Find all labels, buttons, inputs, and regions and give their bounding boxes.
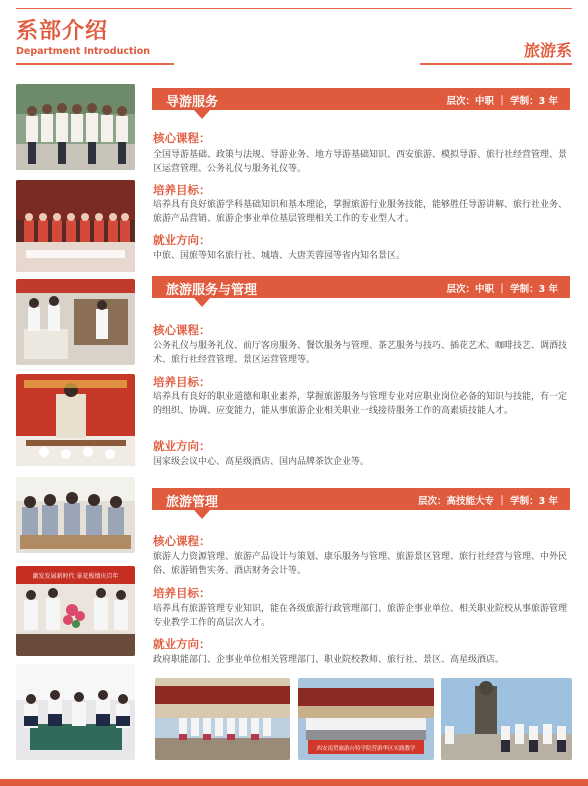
photo-palace-students xyxy=(155,678,290,760)
top-rule xyxy=(16,8,572,9)
program-meta: 层次：中职 ｜ 学制：3 年 xyxy=(446,284,558,295)
core-courses-text: 公务礼仪与服务礼仪、前厅客房服务、餐饮服务与管理、茶艺服务与技巧、插花艺术、咖啡技艺、调酒技术、旅行社经营管理、景区运营管理等。 xyxy=(153,341,568,365)
career-direction-label: 就业方向： xyxy=(153,637,211,651)
core-courses-label: 核心课程： xyxy=(153,131,211,145)
training-goal-text: 培养具有旅游管理专业知识，能在各级旅游行政管理部门、旅游企事业单位、相关职业院校从事旅游管理专业教学工作的高层次人才。 xyxy=(153,604,568,628)
photo-students-table xyxy=(16,664,135,760)
program-name: 旅游管理 xyxy=(166,495,219,510)
department-name: 旅游系 xyxy=(523,41,572,60)
photo-stage-performance xyxy=(16,180,135,272)
career-direction-label: 就业方向： xyxy=(153,439,211,453)
photo-group-banner xyxy=(298,678,434,760)
photo-banner-text: 激发发展新时代 景花板绩庆百年 xyxy=(32,573,119,580)
core-courses-label: 核心课程： xyxy=(153,323,211,337)
program-header-tourism-management xyxy=(152,488,570,510)
core-courses-text: 旅游人力资源管理、旅游产品设计与策划、康乐服务与管理、旅游景区管理、旅行社经营与管理、中外民俗、旅游销售实务、酒店财务会计等。 xyxy=(153,552,568,576)
career-direction-text: 政府职能部门、企事业单位相关管理部门、职业院校教师、旅行社、景区、高星级酒店。 xyxy=(153,655,505,665)
title-underline xyxy=(16,63,174,65)
header-notch xyxy=(194,298,210,307)
program-meta: 层次：中职 ｜ 学制：3 年 xyxy=(446,96,558,107)
training-goal-label: 培养目标： xyxy=(153,586,211,600)
photo-students-group xyxy=(16,84,135,170)
photo-statue-students xyxy=(441,678,572,760)
header-notch xyxy=(194,510,210,519)
training-goal-label: 培养目标： xyxy=(153,375,211,389)
program-header-tourism-service xyxy=(152,276,570,298)
career-direction-text: 国家级会议中心、高星级酒店、国内品牌茶饮企业等。 xyxy=(153,457,370,467)
footer-bar xyxy=(0,779,588,786)
core-courses-text: 全国导游基础、政策与法规、导游业务、地方导游基础知识、西安旅游、模拟导游、旅行社经营管理、景区运营管理、公务礼仪与服务礼仪等。 xyxy=(153,150,568,174)
core-courses-label: 核心课程： xyxy=(153,534,211,548)
page-subtitle: Department Introduction xyxy=(16,46,151,57)
career-direction-label: 就业方向： xyxy=(153,233,211,247)
program-name: 旅游服务与管理 xyxy=(166,283,258,298)
training-goal-text: 培养具有良好的职业道德和职业素养，掌握旅游服务与管理专业对应职业岗位必备的知识与技能，有一定的组织、协调、应变能力，能从事旅游企业相关职业一线接待服务工作的高素质技能人才。 xyxy=(153,392,568,416)
photo-flower-arrangement xyxy=(16,566,135,656)
header-notch xyxy=(194,110,210,119)
program-header-tour-guide xyxy=(152,88,570,110)
photo-tea-art xyxy=(16,374,135,466)
photo-tea-ceremony-class xyxy=(16,477,135,553)
page-title: 系部介绍 xyxy=(16,19,109,44)
career-direction-text: 中旅、国旅等知名旅行社、城墙、大唐芙蓉园等省内知名景区。 xyxy=(153,251,406,261)
department-underline xyxy=(420,63,572,65)
photo-banner-text: 西安南贸旅游台特学院营游华区实践教学 xyxy=(316,746,416,752)
program-meta: 层次：高技能大专 ｜ 学制：3 年 xyxy=(417,496,558,507)
program-name: 导游服务 xyxy=(166,95,219,110)
photo-classroom-service xyxy=(16,279,135,365)
training-goal-text: 培养具有良好旅游学科基础知识和基本理论，掌握旅游行业服务技能，能够胜任导游讲解、旅行社业务、旅游产品营销、旅游企事业单位基层管理相关工作的专业型人才。 xyxy=(153,200,568,224)
training-goal-label: 培养目标： xyxy=(153,183,211,197)
